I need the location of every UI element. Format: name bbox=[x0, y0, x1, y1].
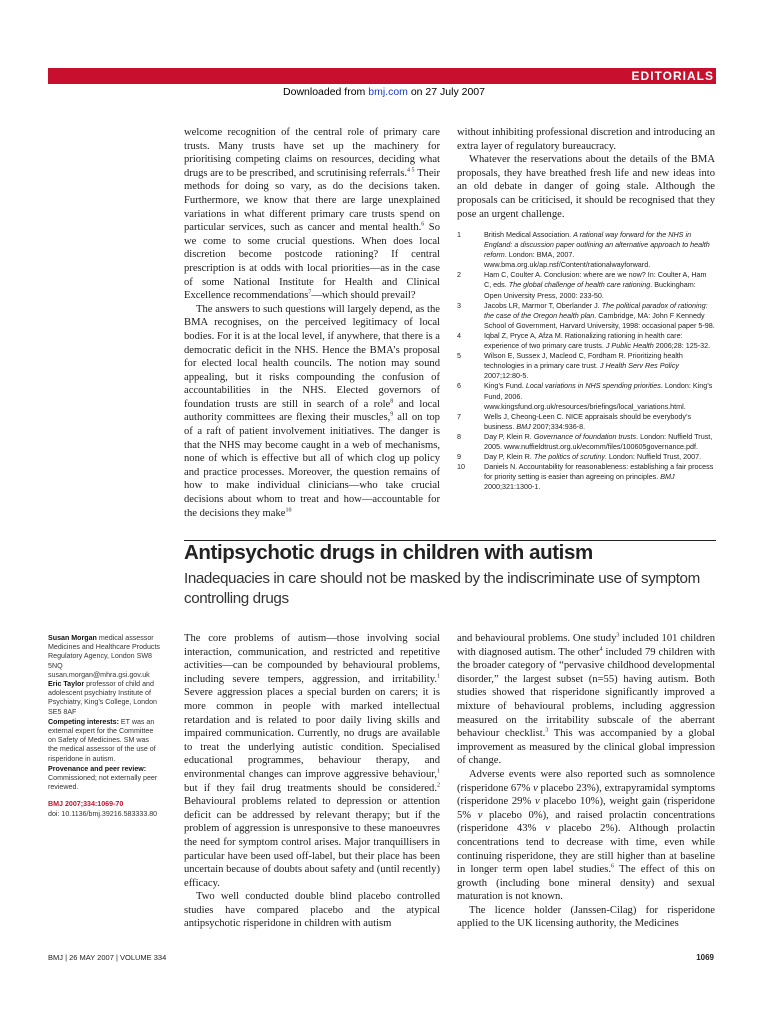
author-email[interactable]: susan.morgan@mhra.gsi.gov.uk bbox=[48, 670, 150, 679]
reference-item: 5 Wilson E, Sussex J, Macleod C, Fordham R. Prioritizing health technologies in a primary care trust. J Health Serv Res Policy 2007;12:80-5. bbox=[457, 351, 683, 381]
download-suffix: on 27 July 2007 bbox=[407, 86, 485, 98]
reference-item: 8 Day P, Klein R. Governance of foundation trusts. London: Nuffield Trust, 2005. www.nuffieldtrust.org.uk/ecomm/files/100605governance.pdf. bbox=[457, 431, 713, 451]
body-paragraph: without inhibiting professional discretion and introducing an extra layer of regulatory bureaucracy. bbox=[457, 127, 715, 152]
article-title: Antipsychotic drugs in children with autism bbox=[184, 541, 593, 564]
page-number: 1069 bbox=[696, 953, 714, 962]
reference-item: 4 Iqbal Z, Pryce A, Afza M. Rationalizing rationing in health care: experience of two primary care trusts. J Public Health 2006;28: 125-32. bbox=[457, 330, 711, 351]
author-name: Eric Taylor bbox=[48, 680, 85, 689]
reference-item: 9 Day P, Klein R. The politics of scrutiny. London: Nuffield Trust, 2007. bbox=[457, 452, 702, 462]
article-right-column bbox=[457, 632, 715, 931]
prev-article-left-column bbox=[184, 126, 440, 520]
reference-item: 1 British Medical Association. A rational way forward for the NHS in England: a discussion paper outlining an alternative approach to health reform. London: BMA, 2007. www.bma.org.uk/ap.nsf/Content/rationalwayforward. bbox=[457, 230, 710, 270]
body-paragraph: and behavioural problems. One study$^3$ included 101 children with diagnosed autism. The other$^4$ included 79 children with the broader category of “pervasive childhood developmental disorder,” the largest subset (n=55) having autism. Both studies showed that risperidone significantly improved a mixture of behavioural problems, including aggression measured on the irritability subscale of the aberrant behaviour checklist.$^3$ This was accompanied by a global improvement as measured by the clinical global impression of change. bbox=[457, 632, 716, 767]
body-paragraph: The core problems of autism—those involving social interaction, communication, and restricted and repetitive activities—can be compounded by behavioural problems, including severe tempers, aggression, and irritability.$^1$ Severe aggression places a special burden on carers; it is more common in people with marked intellectual retardation and is related to poor daily living skills and impaired communication. Currently, no drugs are available to treat the underlying autistic condition. Specialised educational programmes, behaviour therapy, and environmental changes can improve aggressive behaviour,$^1$ but if they fail drug treatments should be considered.$^2$ Behavioural problems related to depression or attention deficit can be addressed by relevant therapy; but if the problem of aggression is unresponsive to these manoeuvres the need for symptom control arises. Major tranquillisers in particular have been used off-label, but their place has been uncertain because of doubts about safety and (until recently) efficacy. bbox=[184, 633, 440, 889]
body-paragraph: The answers to such questions will largely depend, as the BMA recognises, on the perceived legitimacy of local bodies. For it is at the local level, if anywhere, that there is a democratic deficit in the NHS. Hence the BMA’s proposal for elected local health councils. The notion may sound appealing, but it risks compounding the confusion of accountabilities in the NHS. Elected governors of foundation trusts are still in search of a role$^8$ and local authority committees are flexing their muscles,$^9$ all on top of a raft of patient involvement initiatives. The danger is that the NHS may become caught in a web of mechanisms, none of which is effective but all of which clog up policy and practice processes. Moreover, the question remains of how to make individual clinicians—who take crucial decisions about whom to treat and how—accountable for the decisions they make$^{10}$ bbox=[184, 303, 440, 519]
bmj-link[interactable]: bmj.com bbox=[368, 86, 408, 98]
reference-item: 2 Ham C, Coulter A. Conclusion: where are we now? In: Coulter A, Ham C, eds. The global challenge of health care rationing. Buckingham: Open University Press, 2000: 233-50. bbox=[457, 270, 707, 300]
reference-list bbox=[457, 230, 715, 492]
prev-article-right-column bbox=[457, 126, 715, 221]
article-standfirst: Inadequacies in care should not be masked by the indiscriminate use of symptom controlling drugs bbox=[184, 570, 700, 607]
competing-interests: Competing interests: ET was an external expert for the Committee on Safety of Medicines. SM was the medical assessor of the use of risperidone in autism. bbox=[48, 717, 156, 763]
article-doi: doi: 10.1136/bmj.39216.583333.80 bbox=[48, 809, 158, 818]
reference-item: 3 Jacobs LR, Marmor T, Oberlander J. The political paradox of rationing: the case of the Oregon health plan. Cambridge, MA: John F Kennedy School of Government, Harvard University, 1998: occasional paper 5-98. bbox=[457, 300, 715, 330]
section-bar bbox=[48, 68, 716, 84]
author-sidebar bbox=[48, 634, 160, 819]
author-name: Susan Morgan bbox=[48, 634, 97, 642]
download-prefix: Downloaded from bbox=[283, 86, 369, 98]
download-notice bbox=[0, 86, 768, 98]
article-citation: BMJ 2007;334:1069-70 bbox=[48, 800, 124, 809]
body-paragraph: Adverse events were also reported such as somnolence (risperidone 67% v placebo 23%), extrapyramidal symptoms (risperidone 29% v placebo 10%), weight gain (risperidone 5% v placebo 0%), and raised prolactin concentrations (risperidone 43% v placebo 2%). Although prolactin concentrations tend to decrease with time, even while continuing risperidone, they are still higher than at baseline in longer term open label studies.$^6$ The effect of this on growth (including bone mineral density) and sexual maturation is not known. bbox=[457, 768, 716, 903]
reference-item: 7 Wells J, Cheong-Leen C. NICE appraisals should be everybody’s business. BMJ 2007;334:936-8. bbox=[457, 411, 692, 431]
article-left-column bbox=[184, 632, 440, 931]
journal-footer: BMJ | 26 MAY 2007 | VOLUME 334 bbox=[48, 953, 167, 962]
body-paragraph: The licence holder (Janssen-Cilag) for risperidone applied to the UK licensing authority, the Medicines bbox=[457, 904, 715, 930]
body-paragraph: Two well conducted double blind placebo controlled studies have compared placebo and the atypical antipsychotic risperidone in children with autism bbox=[184, 891, 440, 930]
reference-item: 10 Daniels N. Accountability for reasonableness: establishing a fair process for priority setting is easier than agreeing on principles. BMJ 2000;321:1300-1. bbox=[457, 462, 714, 492]
author-affiliation: Eric Taylor professor of child and adolescent psychiatry Institute of Psychiatry, King’s College, London SE5 8AF bbox=[48, 680, 157, 716]
section-label: EDITORIALS bbox=[631, 69, 714, 83]
body-paragraph: welcome recognition of the central role of primary care trusts. Many trusts have set up the machinery for prioritising competing claims on resources, deciding what drugs are to be prescribed, and scrutinising referrals.$^{4 5}$ Their methods for doing so vary, as do the decisions taken. Furthermore, we know that there are large unexplained variations in what different primary care trusts spend on particular services, such as cancer and mental health.$^6$ So we come to some crucial questions. When does local discretion become postcode rationing? If central prescription is at odds with local priorities—as in the case of some National Institute for Health and Clinical Excellence recommendations$^7$—which should prevail? bbox=[184, 127, 441, 302]
body-paragraph: Whatever the reservations about the details of the BMA proposals, they have breathed fresh life and new ideas into an old debate in danger of going stale. Although the proposals can be criticised, it should be recognised that they pose an urgent challenge. bbox=[457, 154, 715, 220]
reference-item: 6 King’s Fund. Local variations in NHS spending priorities. London: King’s Fund, 2006. www.kingsfund.org.uk/resources/briefings/local_variations.html. bbox=[457, 381, 713, 411]
provenance: Provenance and peer review: Commissioned; not externally peer reviewed. bbox=[48, 764, 158, 792]
author-affiliation: Susan Morgan medical assessor Medicines and Healthcare Products Regulatory Agency, London SW8 5NQ bbox=[48, 634, 160, 670]
